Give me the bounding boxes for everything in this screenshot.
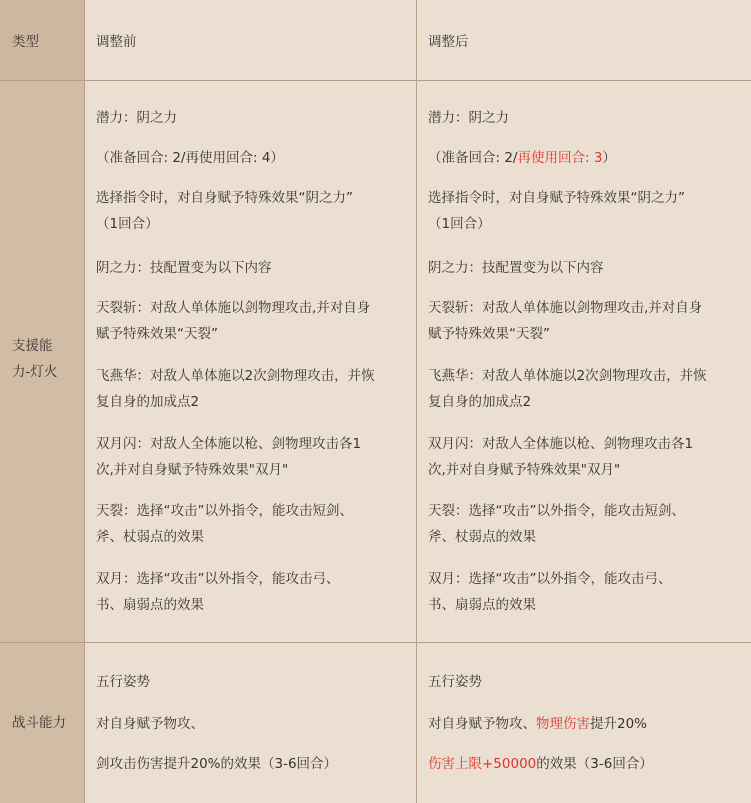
row2-after-line2 [428,714,647,734]
row1-type-cell [0,80,84,642]
after-line: 飞燕华：对敌人单体施以2次剑物理攻击，并恢 [428,368,707,384]
row2-before-line: 对自身赋予物攻、 [96,716,204,732]
row2-after-line3 [428,754,653,774]
after-round-close: ） [602,150,616,166]
after-line: 天裂斩：对敌人单体施以剑物理攻击,并对自身 [428,300,703,316]
before-line: 阴之力：技配置变为以下内容 [96,260,272,276]
after-round-highlight: 再使用回合: 3 [517,150,603,166]
before-line: 天裂斩：对敌人单体施以剑物理攻击,并对自身 [96,300,371,316]
before-line: 选择指令时，对自身赋予特殊效果“阴之力” [96,190,353,206]
before-line: 斧、杖弱点的效果 [96,529,204,545]
row-divider [0,642,751,643]
before-line: 次,并对自身赋予特殊效果"双月" [96,462,289,478]
before-line: （1回合） [96,216,159,232]
after-line: 赋予特殊效果“天裂” [428,326,550,342]
row-divider [0,80,751,81]
row2-before-line: 五行姿势 [96,674,150,690]
after-line: 书、扇弱点的效果 [428,597,536,613]
row1-type-line1: 支援能 [12,338,53,354]
header-before: 调整前 [96,34,137,50]
before-line: 潜力：阴之力 [96,110,177,126]
column-divider [84,0,85,803]
row2-after-line: 五行姿势 [428,674,482,690]
after-round-text: （准备回合: 2/ [428,150,518,166]
before-line: （准备回合: 2/再使用回合: 4） [96,150,284,166]
row2-type: 战斗能力 [12,715,66,731]
header-after: 调整后 [428,34,469,50]
after-line: 双月闪：对敌人全体施以枪、剑物理攻击各1 [428,436,694,452]
before-line: 天裂：选择“攻击”以外指令，能攻击短剑、 [96,503,353,519]
row2-before-cell [84,642,416,803]
after-line: 斧、杖弱点的效果 [428,529,536,545]
header-type-cell [0,0,84,80]
header-type: 类型 [12,34,39,50]
row2-before-line: 剑攻击伤害提升20%的效果（3-6回合） [96,756,338,772]
row2-after-text: 对自身赋予物攻、 [428,716,536,732]
after-line: 复自身的加成点2 [428,394,532,410]
after-line: 次,并对自身赋予特殊效果"双月" [428,462,621,478]
row2-after-cell [416,642,751,803]
after-line-round [428,148,616,168]
before-line: 赋予特殊效果“天裂” [96,326,218,342]
row2-after-text-end: 提升20% [590,716,648,732]
before-line: 双月：选择“攻击”以外指令，能攻击弓、 [96,571,340,587]
before-line: 书、扇弱点的效果 [96,597,204,613]
row1-after-cell [416,80,751,642]
after-line: 选择指令时，对自身赋予特殊效果“阴之力” [428,190,685,206]
after-line: 天裂：选择“攻击”以外指令，能攻击短剑、 [428,503,685,519]
before-line: 飞燕华：对敌人单体施以2次剑物理攻击，并恢 [96,368,375,384]
header-before-cell [84,0,416,80]
column-divider [416,0,417,803]
before-line: 复自身的加成点2 [96,394,200,410]
row1-before-cell [84,80,416,642]
before-line: 双月闪：对敌人全体施以枪、剑物理攻击各1 [96,436,362,452]
after-line: 潜力：阴之力 [428,110,509,126]
after-line: 双月：选择“攻击”以外指令，能攻击弓、 [428,571,672,587]
header-after-cell [416,0,751,80]
row2-after-cap-highlight: 伤害上限+50000 [428,756,537,772]
row1-type-line2: 力-灯火 [12,364,58,380]
row2-after-effect: 的效果（3-6回合） [536,756,653,772]
row2-after-highlight: 物理伤害 [536,716,590,732]
after-line: 阴之力：技配置变为以下内容 [428,260,604,276]
row2-type-cell [0,642,84,803]
after-line: （1回合） [428,216,491,232]
